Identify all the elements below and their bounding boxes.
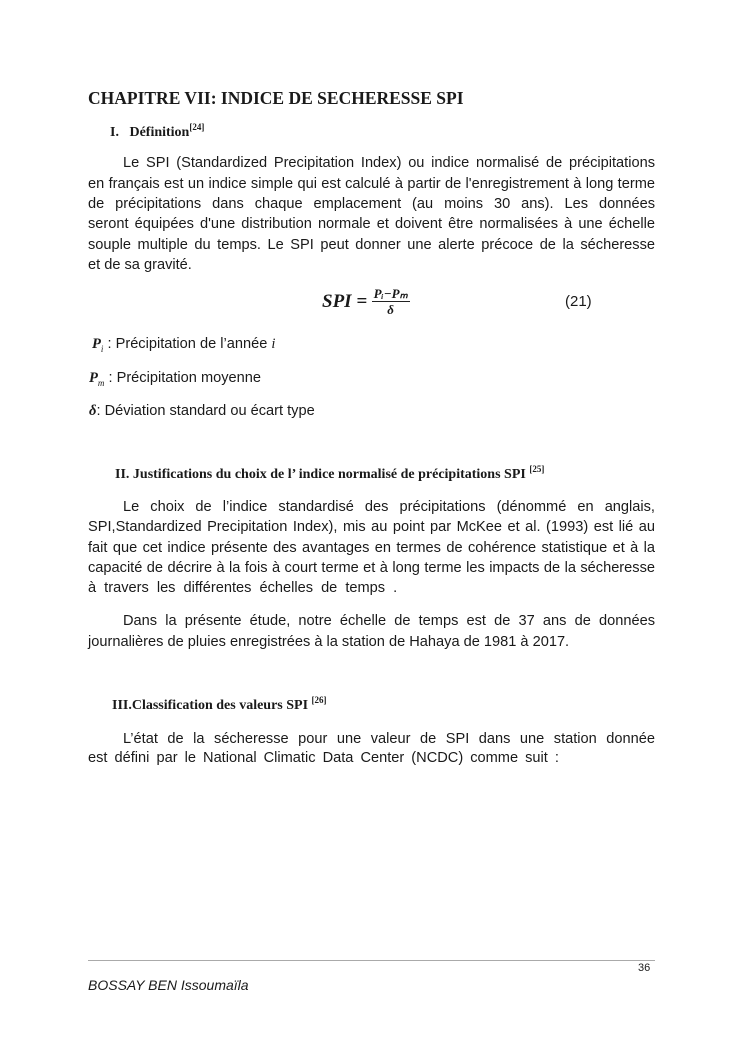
definition-text: : Précipitation moyenne — [104, 370, 261, 386]
subscript: i — [100, 343, 104, 354]
para1-line: seront équipées d'une distribution normale et doivent être normalisées à une échelle — [88, 216, 655, 232]
footer-author: BOSSAY BEN Issoumaïla — [88, 977, 249, 993]
section-heading-2 — [115, 464, 544, 483]
section-number: III. — [112, 698, 132, 713]
para2-line: SPI,Standardized Precipitation Index), mis au point par McKee et al. (1993) est lié au — [88, 519, 655, 535]
footer-divider — [88, 960, 655, 961]
para4-line: est défini par le National Climatic Data Center (NCDC) comme suit : — [88, 750, 559, 766]
section-heading-3 — [112, 695, 327, 714]
para2-line: capacité de décrire à la fois à court terme et à long terme les impacts de la sécheresse — [88, 560, 655, 576]
formula-denominator: δ — [387, 302, 394, 317]
section-number: II. — [115, 467, 130, 482]
section-title: Définition — [129, 125, 190, 140]
formula-numerator: Pᵢ−Pₘ — [373, 286, 408, 301]
section-title: Justifications du choix de l’ indice normalisé de précipitations SPI — [132, 467, 526, 482]
para1-line: de précipitations dans chaque emplacement (au moins 30 ans). Les données — [88, 196, 655, 212]
section-number: I. — [110, 125, 119, 140]
formula-fraction — [372, 286, 410, 318]
chapter-title: CHAPITRE VII: INDICE DE SECHERESSE SPI — [88, 88, 464, 108]
para1-line: souple multiple du temps. Le SPI peut donner une alerte précoce de la sécheresse — [88, 237, 655, 253]
definition-text: : Déviation standard ou écart type — [96, 403, 315, 419]
equation-number: (21) — [565, 293, 592, 310]
section-heading-1 — [110, 122, 204, 141]
para3-line: Dans la présente étude, notre échelle de temps est de 37 ans de données — [123, 613, 655, 629]
definition-pm — [89, 370, 261, 388]
para4-line: L’état de la sécheresse pour une valeur de SPI dans une station donnée — [123, 731, 655, 747]
symbol: δ — [89, 403, 97, 419]
para1-line: Le SPI (Standardized Precipitation Index) ou indice normalisé de précipitations — [123, 155, 655, 171]
citation-ref: [24] — [189, 122, 205, 132]
symbol: P — [89, 370, 98, 386]
symbol: P — [92, 336, 101, 352]
para2-line: Le choix de l’indice standardisé des précipitations (dénommé en anglais, — [123, 499, 655, 515]
formula-lhs: SPI = — [322, 291, 368, 312]
para3-line: journalières de pluies enregistrées à la station de Hahaya de 1981 à 2017. — [88, 634, 570, 650]
page-number: 36 — [638, 962, 651, 974]
para2-line: à travers les différentes échelles de temps . — [88, 580, 398, 596]
definition-pi — [92, 336, 275, 354]
citation-ref: [26] — [311, 695, 327, 705]
para1-line: en français est un indice simple qui est calculé à partir de l'enregistrement à long terme — [88, 176, 655, 192]
definition-text: : Précipitation de l’année — [103, 336, 272, 352]
variable: i — [271, 336, 276, 352]
spi-formula — [322, 286, 410, 318]
subscript: m — [97, 377, 105, 388]
para2-line: fait que cet indice présente des avantages en termes de cohérence statistique et à la — [88, 540, 655, 556]
section-title: Classification des valeurs SPI — [131, 698, 309, 713]
definition-delta — [89, 403, 315, 420]
citation-ref: [25] — [529, 464, 545, 474]
para1-line: et de sa gravité. — [88, 257, 192, 273]
